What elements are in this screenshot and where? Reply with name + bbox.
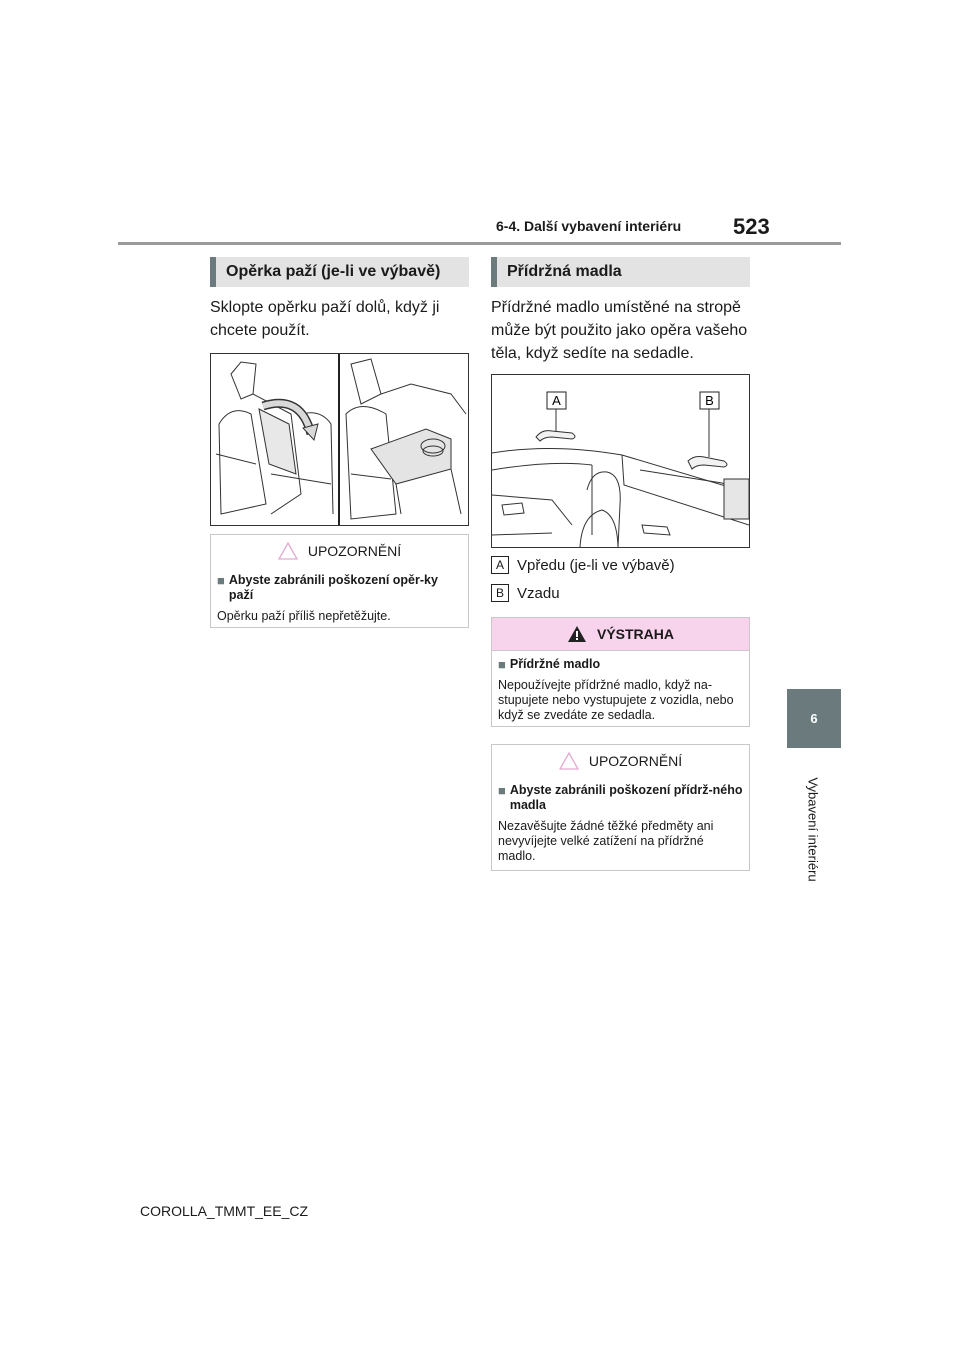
warning-subtitle-row xyxy=(498,657,743,672)
page-number: 523 xyxy=(733,214,770,239)
grips-text-line: může být použito jako opěra vašeho xyxy=(491,322,748,339)
caution-body: Opěrku paží příliš nepřetěžujte. xyxy=(217,609,391,623)
grips-warning-box xyxy=(491,617,750,727)
callout-b: B xyxy=(705,393,714,408)
caution-triangle-icon xyxy=(559,752,579,770)
legend-text-b: Vzadu xyxy=(517,584,560,602)
assist-grips-description xyxy=(491,296,753,365)
legend-item-b xyxy=(491,584,675,602)
legend-text-a: Vpředu (je-li ve výbavě) xyxy=(517,556,675,574)
grips-drawing xyxy=(492,375,749,547)
armrest-text-line: chcete použít. xyxy=(210,322,310,339)
figure-legend xyxy=(491,556,675,602)
caution-body: Nezavěšujte žádné těžké předměty ani nevyvíjejte velké zatížení na přídržné madlo. xyxy=(498,819,714,863)
bullet-square-icon: ■ xyxy=(498,783,506,798)
bullet-square-icon: ■ xyxy=(217,573,225,588)
document-footer: COROLLA_TMMT_EE_CZ xyxy=(140,1203,309,1219)
caution-title-row xyxy=(211,535,468,567)
caution-subtitle-row xyxy=(217,573,462,603)
caution-title-row xyxy=(492,745,749,777)
warning-body: Nepoužívejte přídržné madlo, když na-stupujete nebo vystupujete z vozidla, nebo když se zvedáte ze sedadla. xyxy=(498,678,734,722)
legend-letter-b: B xyxy=(491,584,509,602)
assist-grips-heading: Přídržná madla xyxy=(491,257,750,287)
caution-title: UPOZORNĚNÍ xyxy=(307,543,402,559)
caution-subtitle-row xyxy=(498,783,743,813)
caution-triangle-icon xyxy=(278,542,298,560)
grips-caution-box xyxy=(491,744,750,871)
warning-title: VÝSTRAHA xyxy=(596,626,674,642)
chapter-tab[interactable]: 6 xyxy=(787,689,841,748)
legend-letter-a: A xyxy=(491,556,509,574)
caution-title: UPOZORNĚNÍ xyxy=(588,753,683,769)
armrest-caution-box xyxy=(210,534,469,628)
warning-title-row xyxy=(492,618,749,651)
armrest-drawing xyxy=(211,354,468,525)
callout-a: A xyxy=(552,393,561,408)
running-header: 6-4. Další vybavení interiéru xyxy=(496,218,682,234)
header-divider xyxy=(118,242,841,245)
legend-item-a xyxy=(491,556,675,574)
chapter-label: Vybavení interiéru xyxy=(805,777,821,882)
grips-text-line: těla, když sedíte na sedadle. xyxy=(491,345,694,362)
armrest-illustration xyxy=(210,353,469,526)
warning-subtitle: Přídržné madlo xyxy=(509,657,601,671)
assist-grips-illustration xyxy=(491,374,750,548)
armrest-heading: Opěrka paží (je-li ve výbavě) xyxy=(210,257,469,287)
bullet-square-icon: ■ xyxy=(498,657,506,672)
caution-subtitle: Abyste zabránili poškození opěr-ky paží xyxy=(228,573,438,602)
warning-triangle-icon xyxy=(567,625,587,643)
grips-text-line: Přídržné madlo umístěné na stropě xyxy=(491,299,741,316)
caution-subtitle: Abyste zabránili poškození přídrž-ného madla xyxy=(509,783,743,812)
armrest-text-line: Sklopte opěrku paží dolů, když ji xyxy=(210,299,440,316)
armrest-description xyxy=(210,296,470,342)
